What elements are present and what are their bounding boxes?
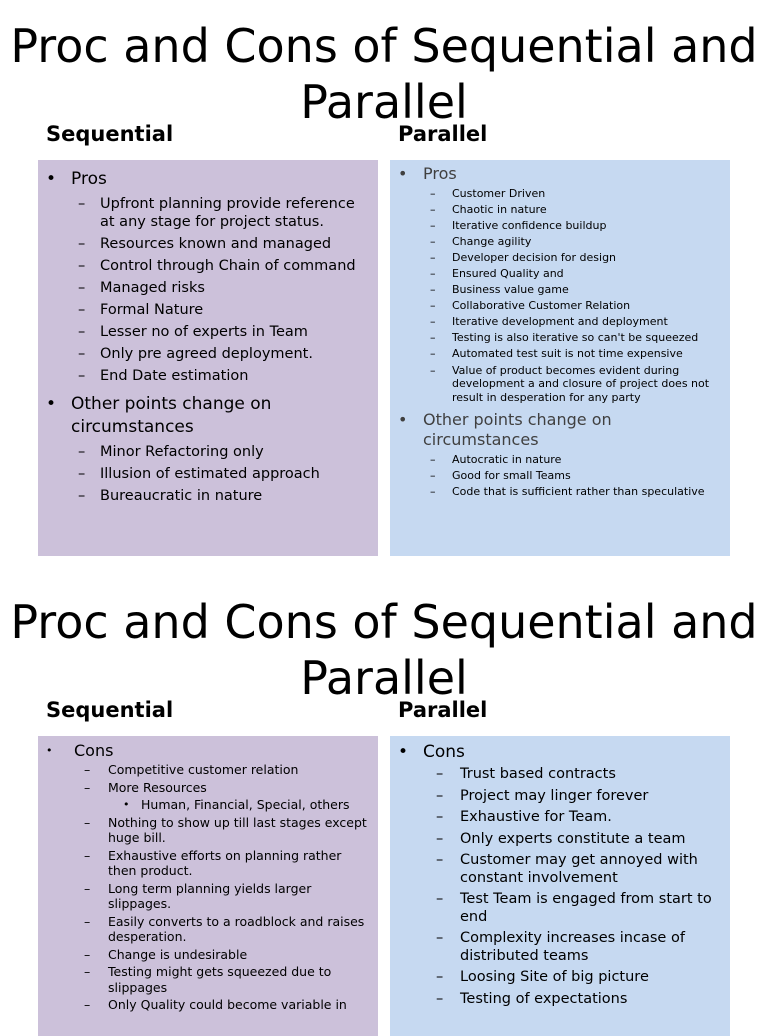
list-item: – Developer decision for design [390,251,730,265]
list-item: – Value of product becomes evident during development a and closure of project does not result in desperation for any party [390,364,730,405]
list-item: – Business value game [390,283,730,297]
list-item: – Nothing to show up till last stages except huge bill. [38,815,378,846]
slide-1-title: Proc and Cons of Sequential and Parallel [10,19,758,129]
list-item: – Good for small Teams [390,469,730,483]
sequential-heading: Sequential [46,698,174,722]
list-item: – Customer Driven [390,187,730,201]
sequential-pros-panel [38,160,378,556]
list-item: – Control through Chain of command [38,257,378,275]
list-item: – Testing might gets squeezed due to slippages [38,964,378,995]
list-item: – Testing of expectations [390,991,730,1009]
list-item: – Iterative confidence buildup [390,219,730,233]
list-item: – Exhaustive efforts on planning rather then product. [38,848,378,879]
list-item: – Change agility [390,235,730,249]
list-item: – Upfront planning provide reference at any stage for project status. [38,195,378,231]
list-item: – Minor Refactoring only [38,443,378,461]
list-item: – Only Quality could become variable in [38,997,378,1013]
list-item: – More Resources [38,780,378,796]
list-item: – Testing is also iterative so can't be squeezed [390,331,730,345]
list-item: – Test Team is engaged from start to end [390,891,730,926]
sub-list-item: • Human, Financial, Special, others [38,797,378,813]
parallel-heading: Parallel [398,122,488,146]
list-item: – Managed risks [38,279,378,297]
cons-label: • Cons [390,742,730,762]
slide-2 [0,576,768,1024]
list-item: – Only pre agreed deployment. [38,345,378,363]
list-item: – Automated test suit is not time expensive [390,347,730,361]
list-item: – Bureaucratic in nature [38,487,378,505]
parallel-heading: Parallel [398,698,488,722]
list-item: – Autocratic in nature [390,453,730,467]
list-item: – Collaborative Customer Relation [390,299,730,313]
list-item: – Exhaustive for Team. [390,809,730,827]
parallel-pros-panel [390,160,730,556]
list-item: – Competitive customer relation [38,762,378,778]
list-item: – Long term planning yields larger slippages. [38,881,378,912]
list-item: – Lesser no of experts in Team [38,323,378,341]
pros-label: • Pros [38,168,378,191]
list-item: – Project may linger forever [390,788,730,806]
list-item: – Resources known and managed [38,235,378,253]
sequential-heading: Sequential [46,122,174,146]
list-item: – End Date estimation [38,367,378,385]
other-points-label: • Other points change on circumstances [390,410,730,450]
list-item: – Change is undesirable [38,947,378,963]
list-item: – Illusion of estimated approach [38,465,378,483]
list-item: – Trust based contracts [390,766,730,784]
parallel-cons-panel [390,736,730,1036]
list-item: – Complexity increases incase of distributed teams [390,930,730,965]
list-item: – Easily converts to a roadblock and raises desperation. [38,914,378,945]
list-item: – Ensured Quality and [390,267,730,281]
other-points-label: • Other points change on circumstances [38,393,378,439]
list-item: – Customer may get annoyed with constant involvement [390,852,730,887]
list-item: – Only experts constitute a team [390,831,730,849]
list-item: – Chaotic in nature [390,203,730,217]
list-item: – Formal Nature [38,301,378,319]
list-item: – Code that is sufficient rather than speculative [390,485,730,499]
list-item: – Loosing Site of big picture [390,969,730,987]
cons-label: • Cons [38,742,378,760]
pros-label: • Pros [390,164,730,184]
slide-2-title: Proc and Cons of Sequential and Parallel [10,595,758,705]
sequential-cons-panel [38,736,378,1036]
list-item: – Iterative development and deployment [390,315,730,329]
